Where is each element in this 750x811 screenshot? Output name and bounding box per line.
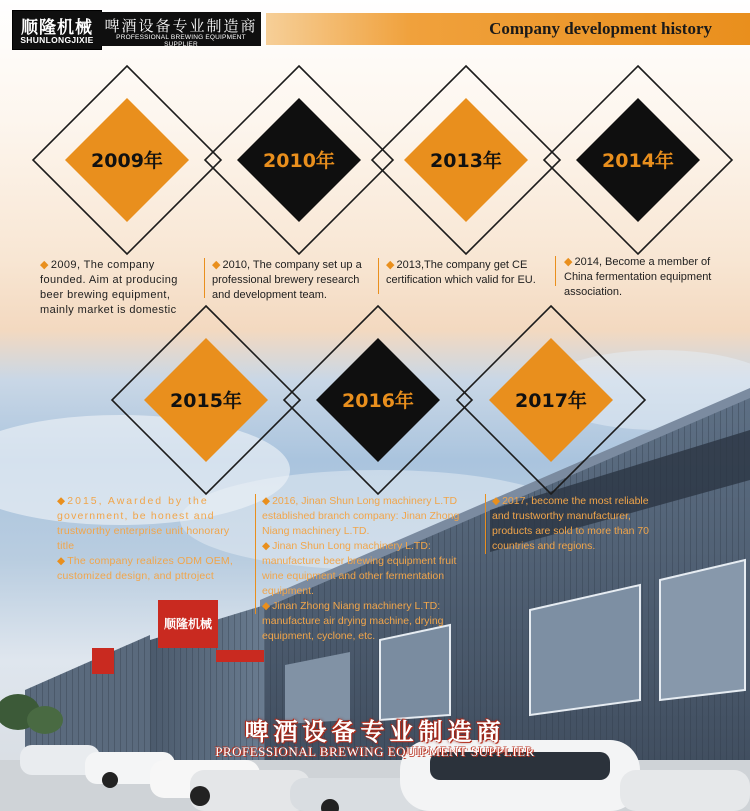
milestone-year: 2013年 [430, 150, 502, 172]
bottom-slogan-english: PROFESSIONAL BREWING EQUIPMENT SUPPLIER [215, 744, 535, 759]
note-2016: ◆ 2016, Jinan Shun Long machinery L.TD established branch company: Jinan Zhong Niang machinery L.TD. ◆ Jinan Shun Long machinery L.TD: manufacture beer brewing equipment fruit wine equipment and other fermentation equipment. ◆ Jinan Zhong Niang machinery L.TD: manufacture air drying machine, drying equipment, cyclone, etc. [262, 495, 460, 642]
diamond-bullet-icon: ◆ [492, 495, 501, 507]
milestone-year: 2009年 [91, 150, 163, 172]
diamond-bullet-icon: ◆ [212, 259, 221, 271]
note-2013: ◆ 2013,The company get CE certification which valid for EU. [386, 259, 536, 286]
diamond-bullet-icon: ◆ [386, 259, 395, 271]
tagline-chinese: 啤酒设备专业制造商 [104, 17, 258, 35]
note-2009: ◆ 2009, The company founded. Aim at producing beer brewing equipment, mainly market is domestic [40, 259, 178, 316]
bottom-slogan-chinese: 啤酒设备专业制造商 [244, 718, 506, 746]
note-divider [255, 494, 256, 614]
diamond-bullet-icon: ◆ [40, 259, 49, 271]
milestone-5 [284, 306, 472, 494]
diamond-bullet-icon: ◆ [262, 540, 271, 552]
note-2014: ◆ 2014, Become a member of China fermentation equipment association. [564, 256, 712, 298]
tagline-english: PROFESSIONAL BREWING EQUIPMENT SUPPLIER [116, 34, 246, 48]
milestone-6 [457, 306, 645, 494]
milestone-3 [544, 66, 732, 254]
milestone-1 [205, 66, 393, 254]
milestone-2 [372, 66, 560, 254]
diamond-bullet-icon: ◆ [564, 256, 573, 268]
logo-english-text: SHUNLONGJIXIE [20, 35, 94, 45]
milestone-year: 2017年 [515, 390, 587, 412]
logo-chinese-text: 顺隆机械 [21, 18, 93, 38]
milestone-0 [33, 66, 221, 254]
diamond-bullet-icon: ◆ [262, 600, 271, 612]
note-divider [204, 258, 205, 298]
page-title: Company development history [489, 19, 712, 38]
milestone-year: 2016年 [342, 390, 414, 412]
diamond-bullet-icon: ◆ [262, 495, 271, 507]
note-divider [378, 258, 379, 294]
note-2017: ◆ 2017, become the most reliable and trustworthy manufacturer, products are sold to more than 70 countries and regions. [492, 495, 650, 552]
milestone-year: 2014年 [602, 150, 674, 172]
note-2010: ◆ 2010, The company set up a professional brewery research and development team. [212, 259, 362, 301]
note-divider [485, 494, 486, 554]
diamond-bullet-icon: ◆ [57, 555, 66, 567]
milestone-year: 2010年 [263, 150, 335, 172]
diamond-bullet-icon: ◆ [57, 495, 66, 507]
note-divider [555, 256, 556, 286]
milestone-4 [112, 306, 300, 494]
factory-sign: 顺隆机械 [163, 617, 213, 631]
milestone-year: 2015年 [170, 390, 242, 412]
note-2015: ◆ 2015, Awarded by the government, be honest and trustworthy enterprise unit honorary title ◆ The company realizes ODM OEM, customized design, and pttroject [57, 495, 233, 582]
